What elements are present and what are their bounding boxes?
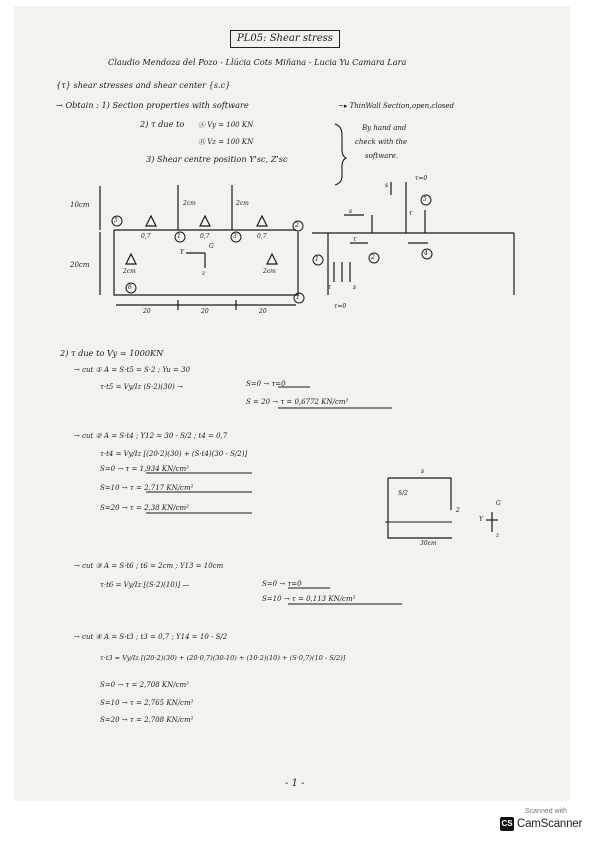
right-tau-label-3: τ (328, 284, 332, 291)
axis-z-label: z (202, 270, 206, 277)
axis-y-label: Y (180, 249, 184, 256)
cut3-formula: τ·t6 = Vy/Iz [(S·2)(10)] — (100, 581, 190, 589)
mini-Y-label: Y (479, 516, 483, 523)
right-s-label-3: s (353, 284, 357, 291)
right-cut-1-label: 1 (315, 256, 319, 263)
section2-heading: 2) τ due to Vy = 1000KN (60, 348, 164, 358)
cut2-result-3: S=20 → τ = 2,38 KN/cm² (100, 504, 189, 512)
cut2-result-1: S=0 → τ = 1,934 KN/cm² (100, 465, 189, 473)
camscanner-icon: CS (500, 817, 514, 831)
vz-load: Ⓑ Vz = 100 KN (198, 138, 254, 146)
cut2-area-line: → cut ② A = S·t4 ; Y12 = 30 - S/2 ; t4 = 0,7 (74, 432, 228, 440)
cut3-result-1: S=0 → τ=0 (262, 580, 302, 588)
intro-heading: {τ} shear stresses and shear center {s.c} (56, 80, 231, 90)
mini-s-label: s (421, 468, 425, 475)
right-s-label: s (385, 182, 389, 189)
cut1-formula: τ·t5 = Vy/Iz (S·2)(30) → (100, 383, 183, 391)
mini-30cm-label: 30cm (420, 540, 437, 547)
cut-3-label: 3 (233, 233, 237, 240)
byhand-note-1: By hand and (362, 124, 407, 132)
dim-10cm: 10cm (70, 201, 90, 209)
camscanner-badge (500, 808, 592, 842)
right-tau-label: τ (409, 210, 413, 217)
mini-2-label: 2 (456, 507, 460, 514)
thickness-07-a: 0,7 (141, 233, 151, 240)
centroid-label: G (209, 243, 214, 250)
dim-2cm-right: 2cm (263, 268, 276, 275)
cut1-area-line: → cut ① A = S·t5 = S·2 ; Yu = 30 (74, 366, 191, 374)
page-title: PL05: Shear stress (230, 30, 340, 48)
mini-G-label: G (496, 500, 501, 507)
byhand-note-2: check with the (355, 138, 408, 146)
right-tau-label-2: τ (353, 236, 357, 243)
cut4-result-1: S=0 → τ = 2,708 KN/cm² (100, 681, 189, 689)
right-s-label-2: s (349, 208, 353, 215)
tau-zero-top: τ=0 (415, 175, 428, 182)
cut4-result-2: S=10 → τ = 2,765 KN/cm² (100, 699, 194, 707)
thickness-07-b: 0,7 (200, 233, 210, 240)
camscanner-logo (500, 817, 592, 831)
right-cut-2-label: 2 (371, 254, 375, 261)
dim-2cm-left: 2cm (123, 268, 136, 275)
cut4-area-line: → cut ④ A = S·t3 ; t3 = 0,7 ; Y14 = 10 - S/2 (74, 633, 228, 641)
item3-label: 3) Shear centre position Y'sc, Z'sc (146, 154, 288, 164)
mini-s2-label: S/2 (398, 490, 408, 497)
authors-line: Claudio Mendoza del Pozo - Llúcia Cots Miñana - Lucia Yu Camara Lara (108, 57, 407, 67)
byhand-note-3: software. (365, 152, 399, 160)
software-note: ~▸ ThinWall Section,open,closed (338, 102, 455, 110)
mini-Z-label: z (496, 532, 500, 539)
cut3-result-2: S=10 → τ = 0,113 KN/cm² (262, 595, 356, 603)
width-20-b: 20 (201, 308, 209, 315)
right-cut-5-label: 5 (423, 196, 427, 203)
cut4-result-3: S=20 → τ = 2,708 KN/cm² (100, 716, 194, 724)
page-number: - 1 - (285, 778, 305, 789)
cut1-result-2: S = 20 → τ = 0,6772 KN/cm² (246, 398, 349, 406)
cut1-result-1: S=0 → τ=0 (246, 380, 286, 388)
cut-5-label: 5 (114, 217, 118, 224)
cut2-formula: τ·t4 = Vy/Iz [(20·2)(30) + (S·t4)(30 - S/2)] (100, 450, 248, 458)
item2-label: 2) τ due to (140, 119, 185, 129)
width-20-a: 20 (143, 308, 151, 315)
dim-2cm-web-left: 2cm (183, 200, 196, 207)
cut2-result-2: S=10 → τ = 2,717 KN/cm² (100, 484, 194, 492)
width-20-c: 20 (259, 308, 267, 315)
cut-2-label: 2 (295, 222, 299, 229)
cut3-area-line: → cut ③ A = S·t6 ; t6 = 2cm ; Y13 = 10cm (74, 562, 224, 570)
scanned-with-label: Scanned with (524, 808, 568, 815)
cut-6-label: 6 (128, 284, 132, 291)
tau-zero-bottom: τ=0 (334, 303, 347, 310)
dim-2cm-web-right: 2cm (236, 200, 249, 207)
thickness-07-c: 0,7 (257, 233, 267, 240)
cut-1-label: 1 (177, 233, 181, 240)
cut4-formula: τ·t3 = Vy/Iz [(20·2)(30) + (20·0,7)(30-10) + (10·2)(10) + (S·0,7)(10 - S/2)] (100, 654, 346, 662)
brace-mark (335, 124, 346, 185)
camscanner-brand: CamScanner (517, 818, 583, 830)
obtain-line: → Obtain : 1) Section properties with software (56, 100, 249, 110)
dim-20cm: 20cm (70, 261, 90, 269)
cut-1b-label: 1 (296, 294, 300, 301)
right-cut-4-label: 4 (424, 250, 428, 257)
vy-load: Ⓐ Vy = 100 KN (198, 121, 254, 129)
